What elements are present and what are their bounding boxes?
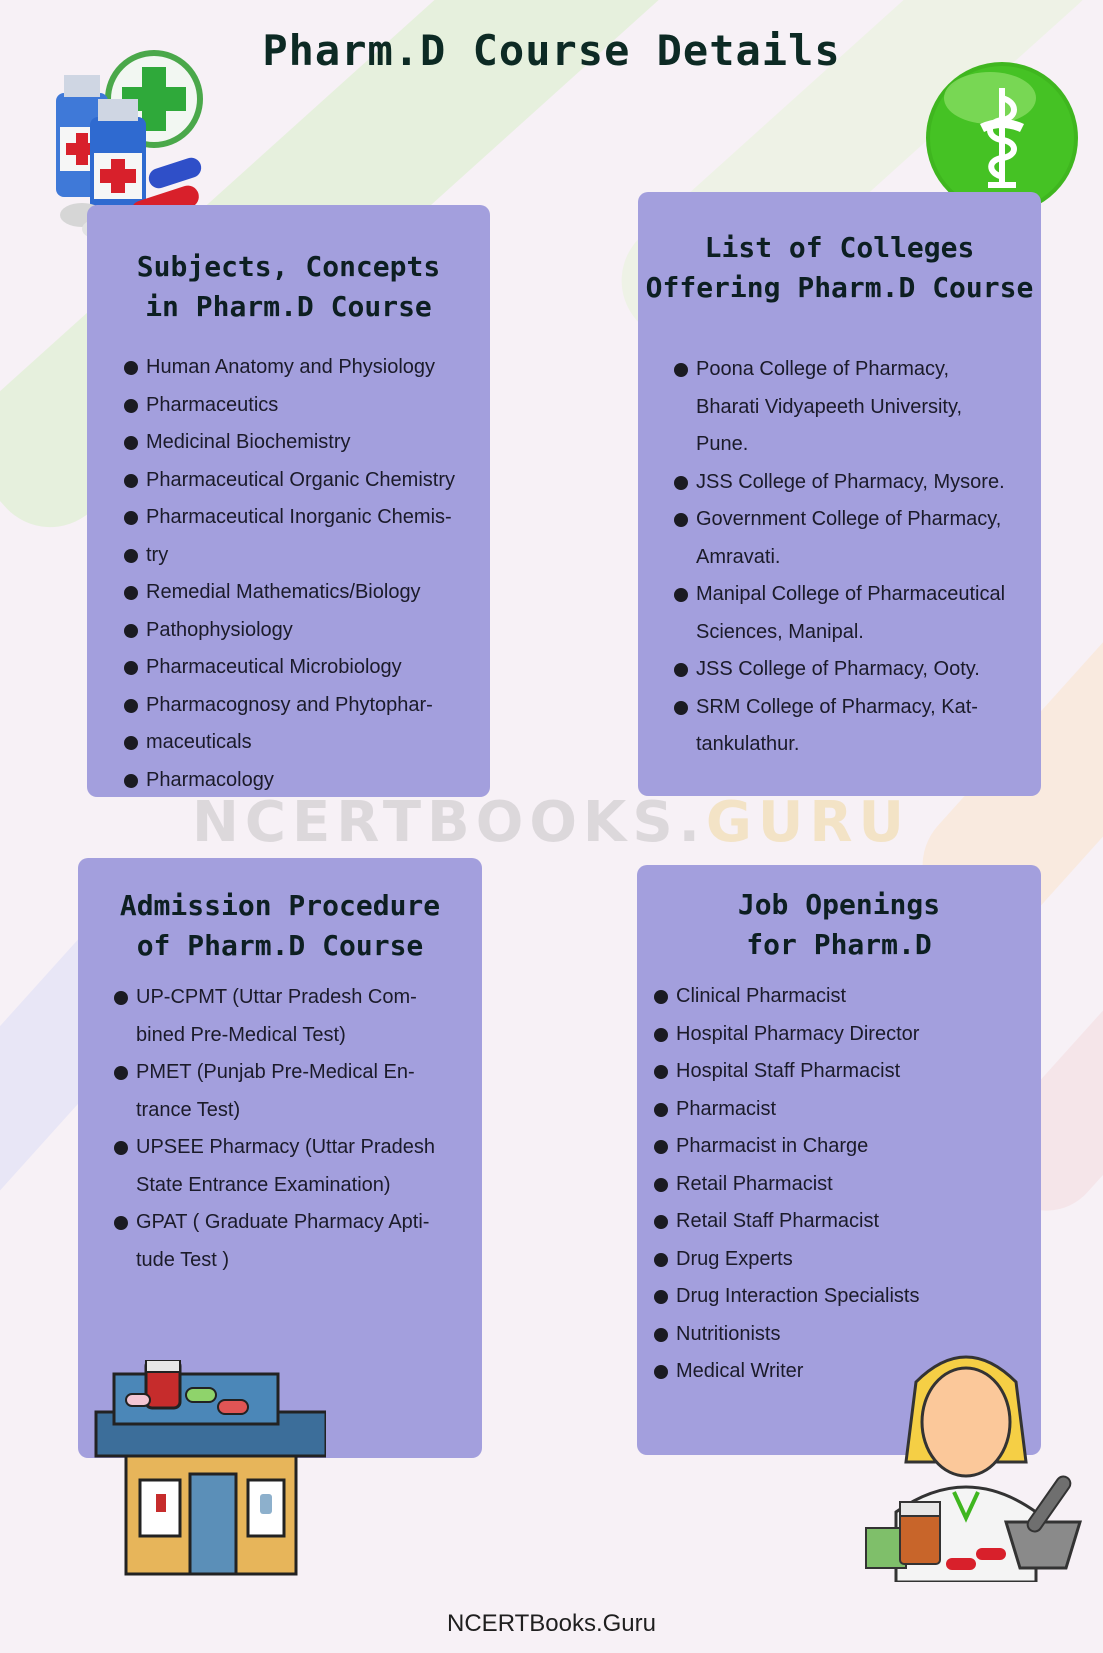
list-item [674, 576, 1005, 614]
list-item [674, 651, 1005, 689]
colleges-list [674, 351, 1005, 764]
list-item-text: SRM College of Pharmacy, Kat- [696, 695, 978, 718]
bullet-icon [124, 661, 138, 675]
bullet-icon [124, 549, 138, 563]
list-item [114, 1204, 435, 1242]
bullet-icon [674, 588, 688, 602]
bullet-icon [674, 513, 688, 527]
admission-card-title: Admission Procedure of Pharm.D Course [119, 889, 441, 962]
bullet-icon [124, 736, 138, 750]
list-item-text: State Entrance Examination) [136, 1173, 391, 1196]
list-item-continuation [674, 389, 1005, 427]
list-item [124, 387, 455, 425]
bullet-icon [654, 1365, 668, 1379]
list-item-continuation [114, 1017, 435, 1055]
list-item [114, 1054, 435, 1092]
colleges-card-title: List of Colleges Offering Pharm.D Course [645, 231, 1034, 304]
colleges-card [638, 192, 1041, 796]
jobs-card-title: Job Openings for Pharm.D [737, 888, 941, 961]
list-item-text: Clinical Pharmacist [676, 985, 847, 1007]
list-item-text: JSS College of Pharmacy, Mysore. [696, 470, 1005, 493]
list-item-text: Pathophysiology [146, 618, 293, 641]
list-item-text: Poona College of Pharmacy, [696, 358, 950, 380]
list-item [114, 979, 435, 1017]
bullet-icon [654, 1140, 668, 1154]
list-item [124, 499, 455, 537]
list-item [674, 689, 1005, 727]
list-item-text: Pharmacognosy and Phytophar- [146, 693, 433, 716]
list-item [124, 349, 455, 387]
list-item-text: Drug Interaction Specialists [676, 1285, 920, 1307]
list-item [124, 687, 455, 725]
list-item-text: Pharmacist [676, 1097, 777, 1120]
list-item [654, 1091, 919, 1129]
pharmacy-store-icon [86, 1360, 326, 1580]
list-item [124, 724, 455, 762]
bullet-icon [674, 363, 688, 377]
bullet-icon [674, 663, 688, 677]
list-item [124, 574, 455, 612]
list-item [114, 1129, 435, 1167]
list-item-text: Medicinal Biochemistry [146, 431, 351, 453]
list-item-continuation [674, 426, 1005, 464]
bullet-icon [654, 1215, 668, 1229]
bullet-icon [124, 361, 138, 375]
list-item [674, 351, 1005, 389]
list-item-continuation [114, 1092, 435, 1130]
subjects-card [87, 205, 490, 797]
list-item [654, 1016, 919, 1054]
list-item-continuation [674, 726, 1005, 764]
list-item-text: tankulathur. [696, 733, 800, 755]
bullet-icon [124, 774, 138, 788]
list-item [654, 1203, 919, 1241]
list-item-text: maceuticals [146, 731, 252, 753]
pharmacist-icon [856, 1342, 1096, 1582]
watermark: NCERTBOOKS.GURU [192, 790, 910, 855]
list-item-text: Bharati Vidyapeeth University, [696, 395, 963, 418]
list-item-text: Hospital Pharmacy Director [676, 1022, 920, 1045]
bullet-icon [674, 476, 688, 490]
subjects-card-title: Subjects, Concepts in Pharm.D Course [136, 250, 441, 323]
list-item-text: Nutritionists [676, 1322, 781, 1345]
list-item-text: JSS College of Pharmacy, Ooty. [696, 658, 980, 680]
list-item-continuation [674, 614, 1005, 652]
list-item-text: GPAT ( Graduate Pharmacy Apti- [136, 1211, 430, 1233]
bullet-icon [654, 1028, 668, 1042]
list-item [124, 424, 455, 462]
list-item-text: Drug Experts [676, 1247, 793, 1270]
bullet-icon [124, 511, 138, 525]
list-item [674, 501, 1005, 539]
bullet-icon [654, 1065, 668, 1079]
list-item-text: Pharmacist in Charge [676, 1135, 869, 1157]
list-item [654, 1053, 919, 1091]
list-item-text: Remedial Mathematics/Biology [146, 581, 421, 603]
page-title: Pharm.D Course Details [262, 26, 841, 75]
bullet-icon [124, 699, 138, 713]
list-item [124, 462, 455, 500]
bullet-icon [654, 990, 668, 1004]
jobs-list [654, 978, 919, 1391]
bullet-icon [124, 624, 138, 638]
bullet-icon [654, 1253, 668, 1267]
list-item-text: Medical Writer [676, 1360, 804, 1382]
list-item-text: trance Test) [136, 1098, 241, 1121]
bullet-icon [654, 1178, 668, 1192]
list-item-continuation [674, 539, 1005, 577]
bullet-icon [124, 399, 138, 413]
bullet-icon [654, 1290, 668, 1304]
bullet-icon [124, 474, 138, 488]
bullet-icon [124, 436, 138, 450]
list-item-text: Pharmaceutical Inorganic Chemis- [146, 506, 452, 528]
list-item [654, 1128, 919, 1166]
list-item [654, 1166, 919, 1204]
list-item-text: Amravati. [696, 545, 781, 568]
list-item-text: Sciences, Manipal. [696, 620, 864, 643]
admission-list [114, 979, 435, 1279]
list-item [124, 649, 455, 687]
bullet-icon [674, 701, 688, 715]
bullet-icon [654, 1328, 668, 1342]
list-item-text: Human Anatomy and Physiology [146, 356, 436, 378]
list-item-continuation [114, 1167, 435, 1205]
list-item-continuation [114, 1242, 435, 1280]
bullet-icon [654, 1103, 668, 1117]
list-item-text: Pharmaceutical Microbiology [146, 656, 402, 678]
list-item [654, 978, 919, 1016]
footer-site-name: NCERTBooks.Guru [447, 1610, 656, 1637]
list-item-text: Retail Staff Pharmacist [676, 1210, 880, 1232]
list-item-text: UP-CPMT (Uttar Pradesh Com- [136, 986, 417, 1008]
bullet-icon [124, 586, 138, 600]
list-item-text: Pune. [696, 433, 749, 455]
list-item-text: Pharmaceutics [146, 393, 279, 416]
list-item-text: Hospital Staff Pharmacist [676, 1060, 901, 1082]
list-item-text: UPSEE Pharmacy (Uttar Pradesh [136, 1136, 435, 1158]
list-item-text: try [146, 543, 169, 566]
list-item [654, 1241, 919, 1279]
list-item-text: Pharmacology [146, 768, 274, 791]
list-item [654, 1278, 919, 1316]
list-item-text: Government College of Pharmacy, [696, 508, 1002, 530]
list-item-text: Manipal College of Pharmaceutical [696, 583, 1006, 605]
list-item-text: Pharmaceutical Organic Chemistry [146, 468, 455, 491]
list-item [124, 612, 455, 650]
list-item-text: bined Pre-Medical Test) [136, 1023, 346, 1046]
list-item [124, 537, 455, 575]
bullet-icon [114, 1141, 128, 1155]
list-item-text: Retail Pharmacist [676, 1172, 833, 1195]
bullet-icon [114, 1066, 128, 1080]
subjects-list [124, 349, 455, 799]
bullet-icon [114, 991, 128, 1005]
list-item-text: PMET (Punjab Pre-Medical En- [136, 1061, 415, 1083]
bullet-icon [114, 1216, 128, 1230]
list-item-text: tude Test ) [136, 1248, 230, 1271]
list-item [674, 464, 1005, 502]
